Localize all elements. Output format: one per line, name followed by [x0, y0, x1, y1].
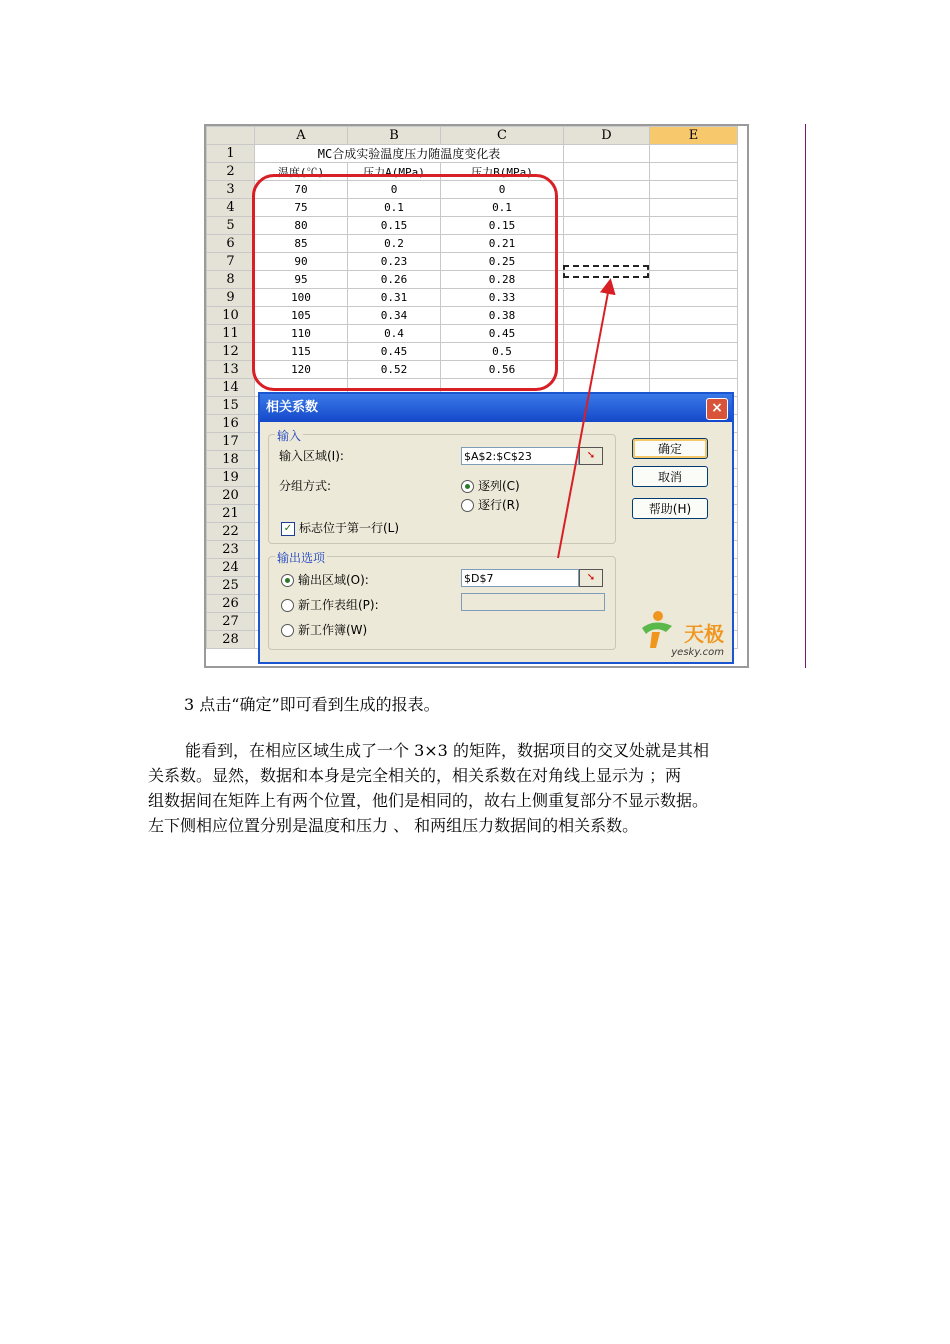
row-header[interactable]: 14 [207, 379, 255, 397]
cell[interactable]: 75 [255, 199, 348, 217]
row-header[interactable]: 16 [207, 415, 255, 433]
cell[interactable]: 0.28 [441, 271, 564, 289]
cell[interactable]: 0.33 [441, 289, 564, 307]
grouping-label: 分组方式: [279, 479, 332, 493]
row-header[interactable]: 24 [207, 559, 255, 577]
help-button[interactable]: 帮助(H) [632, 498, 708, 519]
cell[interactable]: 0 [348, 181, 441, 199]
explanation-paragraph [148, 738, 808, 838]
input-range-field[interactable]: $A$2:$C$23 [461, 447, 579, 465]
row-header[interactable]: 12 [207, 343, 255, 361]
labels-first-row-label: 标志位于第一行(L) [299, 521, 400, 535]
cell[interactable]: 115 [255, 343, 348, 361]
column-header[interactable]: D [564, 127, 650, 145]
dialog-title: 相关系数 [266, 400, 319, 415]
cell[interactable]: 0.45 [348, 343, 441, 361]
column-header[interactable]: B [348, 127, 441, 145]
logo-en: yesky.com [671, 647, 724, 658]
cell[interactable]: 0.25 [441, 253, 564, 271]
output-range-label: 输出区域(O): [298, 573, 369, 587]
row-header[interactable]: 2 [207, 163, 255, 181]
row-header[interactable]: 22 [207, 523, 255, 541]
cell[interactable]: 0.21 [441, 235, 564, 253]
row-header[interactable]: 6 [207, 235, 255, 253]
column-header[interactable]: C [441, 127, 564, 145]
input-range-label: 输入区域(I): [279, 449, 344, 463]
row-header[interactable]: 28 [207, 631, 255, 649]
paragraph-line: 左下侧相应位置分别是温度和压力 、 和两组压力数据间的相关系数。 [148, 816, 639, 835]
row-header[interactable]: 18 [207, 451, 255, 469]
input-group-label: 输入 [277, 429, 302, 443]
logo-cn: 天极 [684, 622, 724, 646]
cell[interactable]: 0.2 [348, 235, 441, 253]
row-header[interactable]: 9 [207, 289, 255, 307]
cell[interactable]: 0.1 [441, 199, 564, 217]
row-header[interactable]: 5 [207, 217, 255, 235]
row-header[interactable]: 7 [207, 253, 255, 271]
row-header[interactable]: 11 [207, 325, 255, 343]
pointer-arrow [558, 282, 610, 558]
sheet-title-cell[interactable]: MC合成实验温度压力随温度变化表 [255, 145, 564, 163]
row-header[interactable]: 13 [207, 361, 255, 379]
cell[interactable]: 0.23 [348, 253, 441, 271]
row-header[interactable]: 23 [207, 541, 255, 559]
arrow-annotation [206, 126, 749, 668]
paragraph-line: 组数据间在矩阵上有两个位置，他们是相同的，故右上侧重复部分不显示数据。 [148, 791, 709, 810]
paragraph-line: 关系数。显然，数据和本身是完全相关的，相关系数在对角线上显示为 ；两 [148, 766, 682, 785]
cell[interactable]: 100 [255, 289, 348, 307]
excel-screenshot [204, 124, 749, 668]
row-header[interactable]: 20 [207, 487, 255, 505]
row-header[interactable]: 1 [207, 145, 255, 163]
cell[interactable]: 0.15 [441, 217, 564, 235]
new-workbook-label: 新工作簿(W) [298, 623, 368, 637]
cell[interactable]: 70 [255, 181, 348, 199]
range-select-icon[interactable]: ➘ [579, 569, 603, 587]
cell[interactable]: 0.5 [441, 343, 564, 361]
row-header[interactable]: 21 [207, 505, 255, 523]
cell[interactable]: 80 [255, 217, 348, 235]
header-cell[interactable]: 压力A(MPa) [348, 163, 441, 181]
row-header[interactable]: 10 [207, 307, 255, 325]
cell[interactable]: 0 [441, 181, 564, 199]
cell[interactable]: 0.38 [441, 307, 564, 325]
cell[interactable]: 0.45 [441, 325, 564, 343]
column-header[interactable]: A [255, 127, 348, 145]
row-header[interactable]: 17 [207, 433, 255, 451]
ok-button[interactable]: 确定 [632, 438, 708, 459]
header-cell[interactable]: 温度(℃) [255, 163, 348, 181]
step-3-text [184, 692, 440, 717]
range-select-icon[interactable]: ➘ [579, 447, 603, 465]
by-column-label: 逐列(C) [478, 479, 520, 493]
row-header[interactable]: 8 [207, 271, 255, 289]
cell[interactable]: 0.26 [348, 271, 441, 289]
row-header[interactable]: 15 [207, 397, 255, 415]
column-header[interactable]: E [650, 127, 738, 145]
cell[interactable]: 0.34 [348, 307, 441, 325]
cell[interactable]: 105 [255, 307, 348, 325]
paragraph-line: 能看到，在相应区域生成了一个 3×3 的矩阵，数据项目的交叉处就是其相 [185, 741, 709, 760]
cell[interactable]: 0.52 [348, 361, 441, 379]
row-header[interactable]: 3 [207, 181, 255, 199]
cancel-button[interactable]: 取消 [632, 466, 708, 487]
close-icon[interactable]: × [706, 398, 728, 420]
cell[interactable]: 0.15 [348, 217, 441, 235]
cell[interactable]: 95 [255, 271, 348, 289]
output-range-field[interactable]: $D$7 [461, 569, 579, 587]
margin-line [805, 124, 806, 668]
new-sheet-label: 新工作表组(P): [298, 598, 379, 612]
cell[interactable]: 0.1 [348, 199, 441, 217]
cell[interactable]: 85 [255, 235, 348, 253]
step-3-line: 3 点击“确定”即可看到生成的报表。 [184, 695, 440, 714]
output-group-label: 输出选项 [277, 551, 326, 565]
checkmark-icon: ✓ [281, 522, 295, 536]
header-cell[interactable]: 压力B(MPa) [441, 163, 564, 181]
cell[interactable]: 120 [255, 361, 348, 379]
cell[interactable]: 0.4 [348, 325, 441, 343]
cell[interactable]: 0.31 [348, 289, 441, 307]
cell[interactable]: 90 [255, 253, 348, 271]
cell[interactable]: 110 [255, 325, 348, 343]
row-header[interactable]: 26 [207, 595, 255, 613]
row-header[interactable]: 19 [207, 469, 255, 487]
row-header[interactable]: 25 [207, 577, 255, 595]
by-row-label: 逐行(R) [478, 498, 520, 512]
row-header[interactable]: 4 [207, 199, 255, 217]
cell[interactable]: 0.56 [441, 361, 564, 379]
row-header[interactable]: 27 [207, 613, 255, 631]
